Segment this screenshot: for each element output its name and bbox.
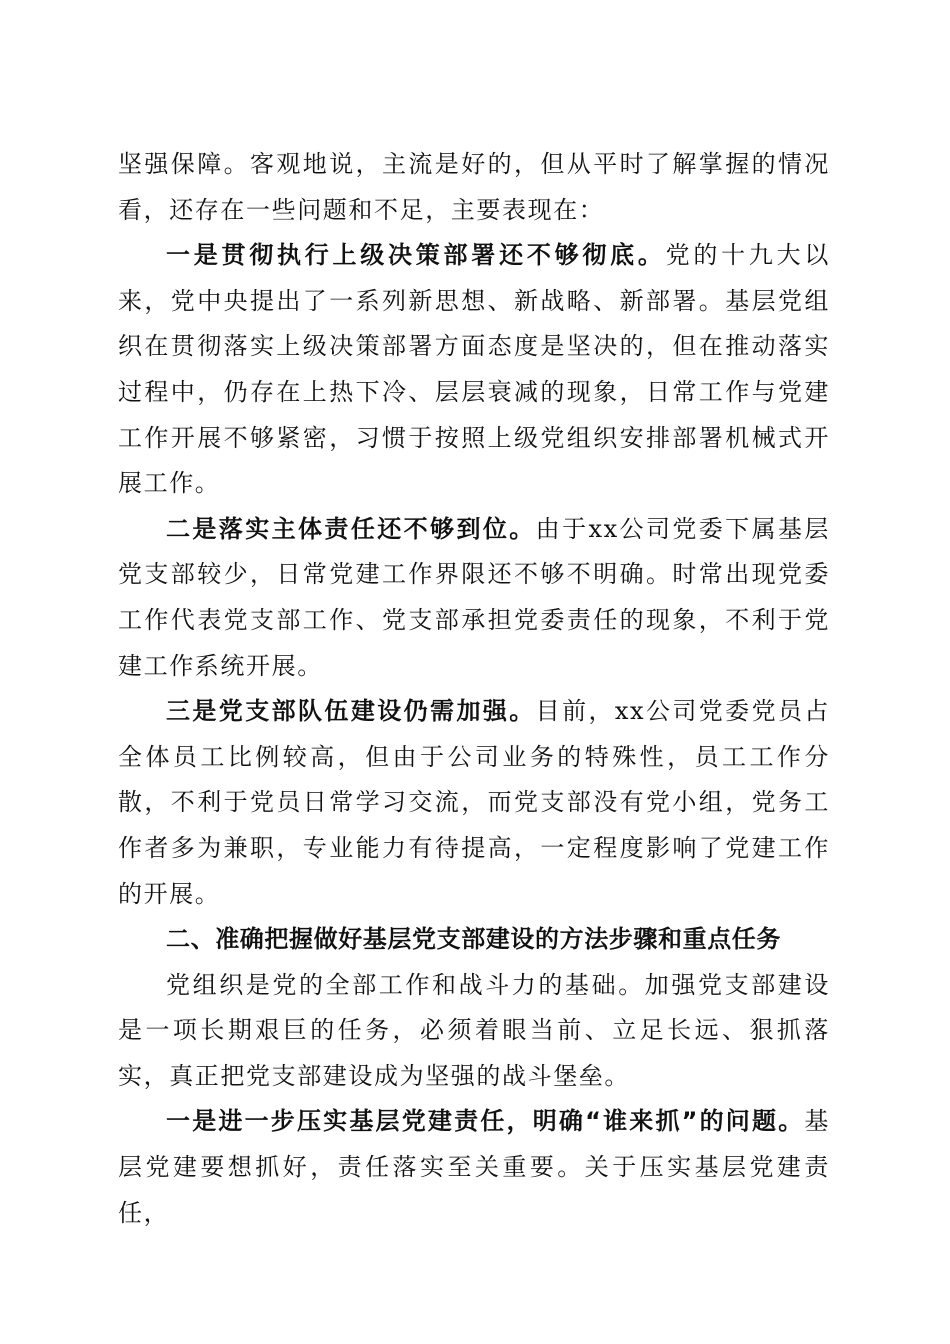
section-heading-2: 二、准确把握做好基层党支部建设的方法步骤和重点任务	[166, 925, 781, 954]
paragraph-issue-2-lead: 二是落实主体责任还不够到位。	[166, 514, 536, 543]
document-body	[118, 142, 830, 1236]
paragraph-issue-2-body: 由于xx公司党委下属基层党支部较少，日常党建工作界限还不够不明确。时常出现党委工作代表党支部工作、党支部承担党委责任的现象，不利于党建工作系统开展。	[118, 514, 830, 680]
paragraph-task-1-body: 基层党建要想抓好，责任落实至关重要。关于压实基层党建责任，	[118, 1107, 830, 1227]
paragraph-issue-3-body: 目前，xx公司党委党员占全体员工比例较高，但由于公司业务的特殊性，员工工作分散，不利于党员日常学习交流，而党支部没有党小组，党务工作者多为兼职，专业能力有待提高，一定程度影响了党建工作的开展。	[118, 697, 830, 908]
paragraph-task-1-lead: 一是进一步压实基层党建责任，明确“谁来抓”的问题。	[166, 1107, 805, 1136]
paragraph-issue-2	[118, 507, 830, 689]
paragraph-issue-1-body: 党的十九大以来，党中央提出了一系列新思想、新战略、新部署。基层党组织在贯彻落实上级决策部署方面态度是坚决的，但在推动落实过程中，仍存在上热下冷、层层衰减的现象，日常工作与党建工作开展不够紧密，习惯于按照上级党组织安排部署机械式开展工作。	[118, 241, 830, 498]
paragraph-issue-1-lead: 一是贯彻执行上级决策部署还不够彻底。	[166, 241, 666, 270]
paragraph-section-2-intro: 党组织是党的全部工作和战斗力的基础。加强党支部建设是一项长期艰巨的任务，必须着眼当前、立足长远、狠抓落实，真正把党支部建设成为坚强的战斗堡垒。	[118, 970, 830, 1090]
paragraph-issue-3	[118, 689, 830, 917]
paragraph-task-1	[118, 1099, 830, 1236]
paragraph-intro: 坚强保障。客观地说，主流是好的，但从平时了解掌握的情况看，还存在一些问题和不足，主要表现在：	[118, 150, 830, 224]
paragraph-issue-3-lead: 三是党支部队伍建设仍需加强。	[166, 697, 536, 726]
paragraph-issue-1	[118, 233, 830, 507]
